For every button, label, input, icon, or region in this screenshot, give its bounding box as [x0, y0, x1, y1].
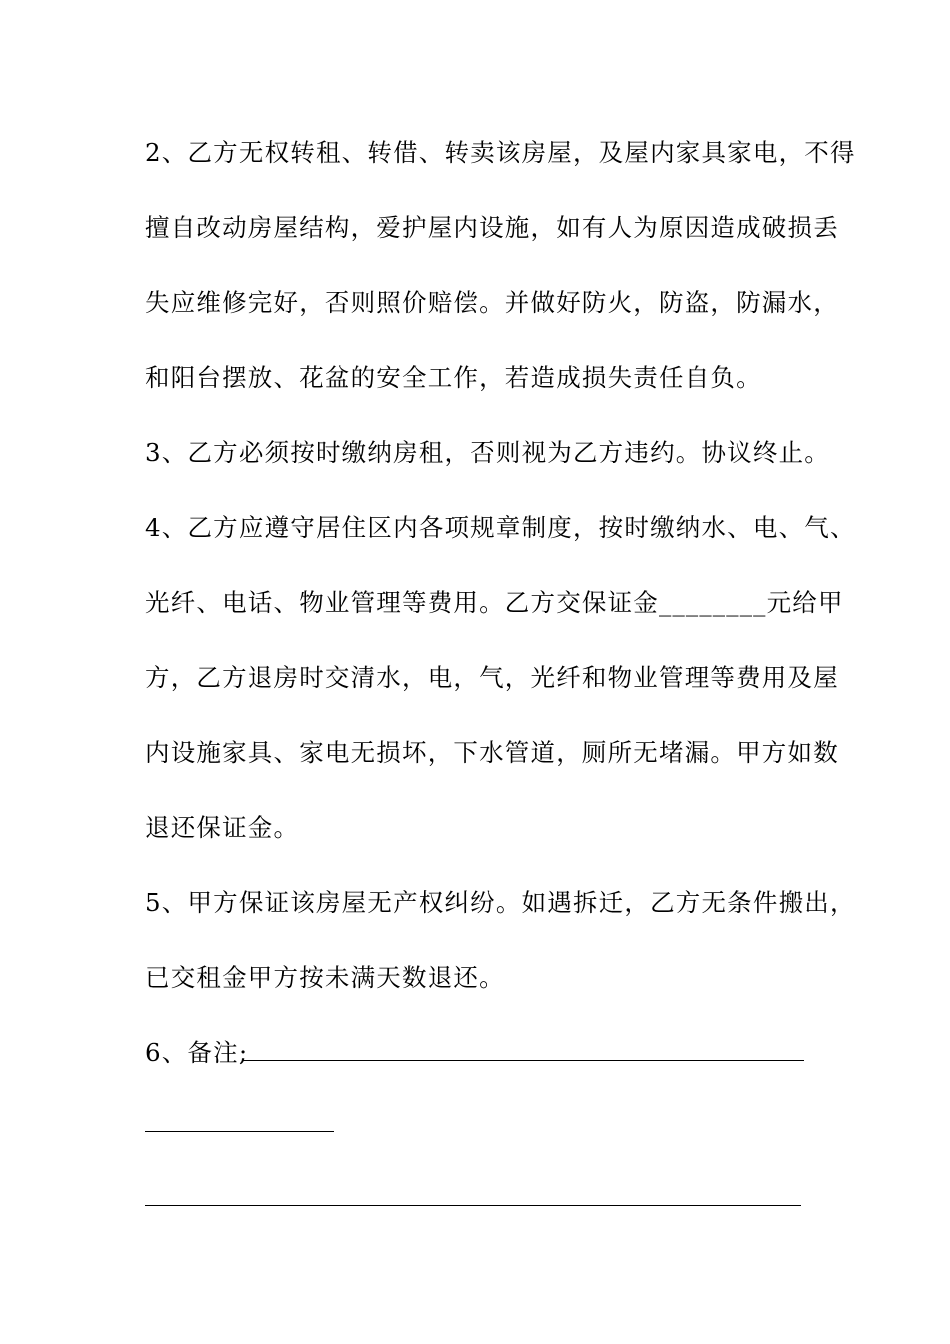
- remark-blank-line-3: [145, 1205, 801, 1206]
- clause-6-remark-label: 6、备注;: [145, 1038, 249, 1067]
- clause-2-line-4: 和阳台摆放、花盆的安全工作，若造成损失责任自负。: [145, 363, 762, 392]
- clause-4-line-3: 方，乙方退房时交清水，电，气，光纤和物业管理等费用及屋: [145, 663, 839, 692]
- clause-2-line-1: 2、乙方无权转租、转借、转卖该房屋，及屋内家具家电，不得: [145, 138, 856, 167]
- clause-2-line-2: 擅自改动房屋结构，爱护屋内设施，如有人为原因造成破损丢: [145, 213, 839, 242]
- clause-3-line-1: 3、乙方必须按时缴纳房租，否则视为乙方违约。协议终止。: [145, 438, 830, 467]
- remark-blank-line-2: [145, 1131, 334, 1132]
- clause-4-line-1: 4、乙方应遵守居住区内各项规章制度，按时缴纳水、电、气、: [145, 513, 856, 542]
- remark-blank-line-1: [243, 1060, 804, 1061]
- clause-5-line-1: 5、甲方保证该房屋无产权纠纷。如遇拆迁，乙方无条件搬出，: [145, 888, 856, 917]
- clause-2-line-3: 失应维修完好，否则照价赔偿。并做好防火，防盗，防漏水，: [145, 288, 839, 317]
- clause-4-line-2: 光纤、电话、物业管理等费用。乙方交保证金________元给甲: [145, 588, 844, 617]
- clause-4-line-4: 内设施家具、家电无损坏，下水管道，厕所无堵漏。甲方如数: [145, 738, 839, 767]
- clause-4-line-5: 退还保证金。: [145, 813, 300, 842]
- clause-5-line-2: 已交租金甲方按未满天数退还。: [145, 963, 505, 992]
